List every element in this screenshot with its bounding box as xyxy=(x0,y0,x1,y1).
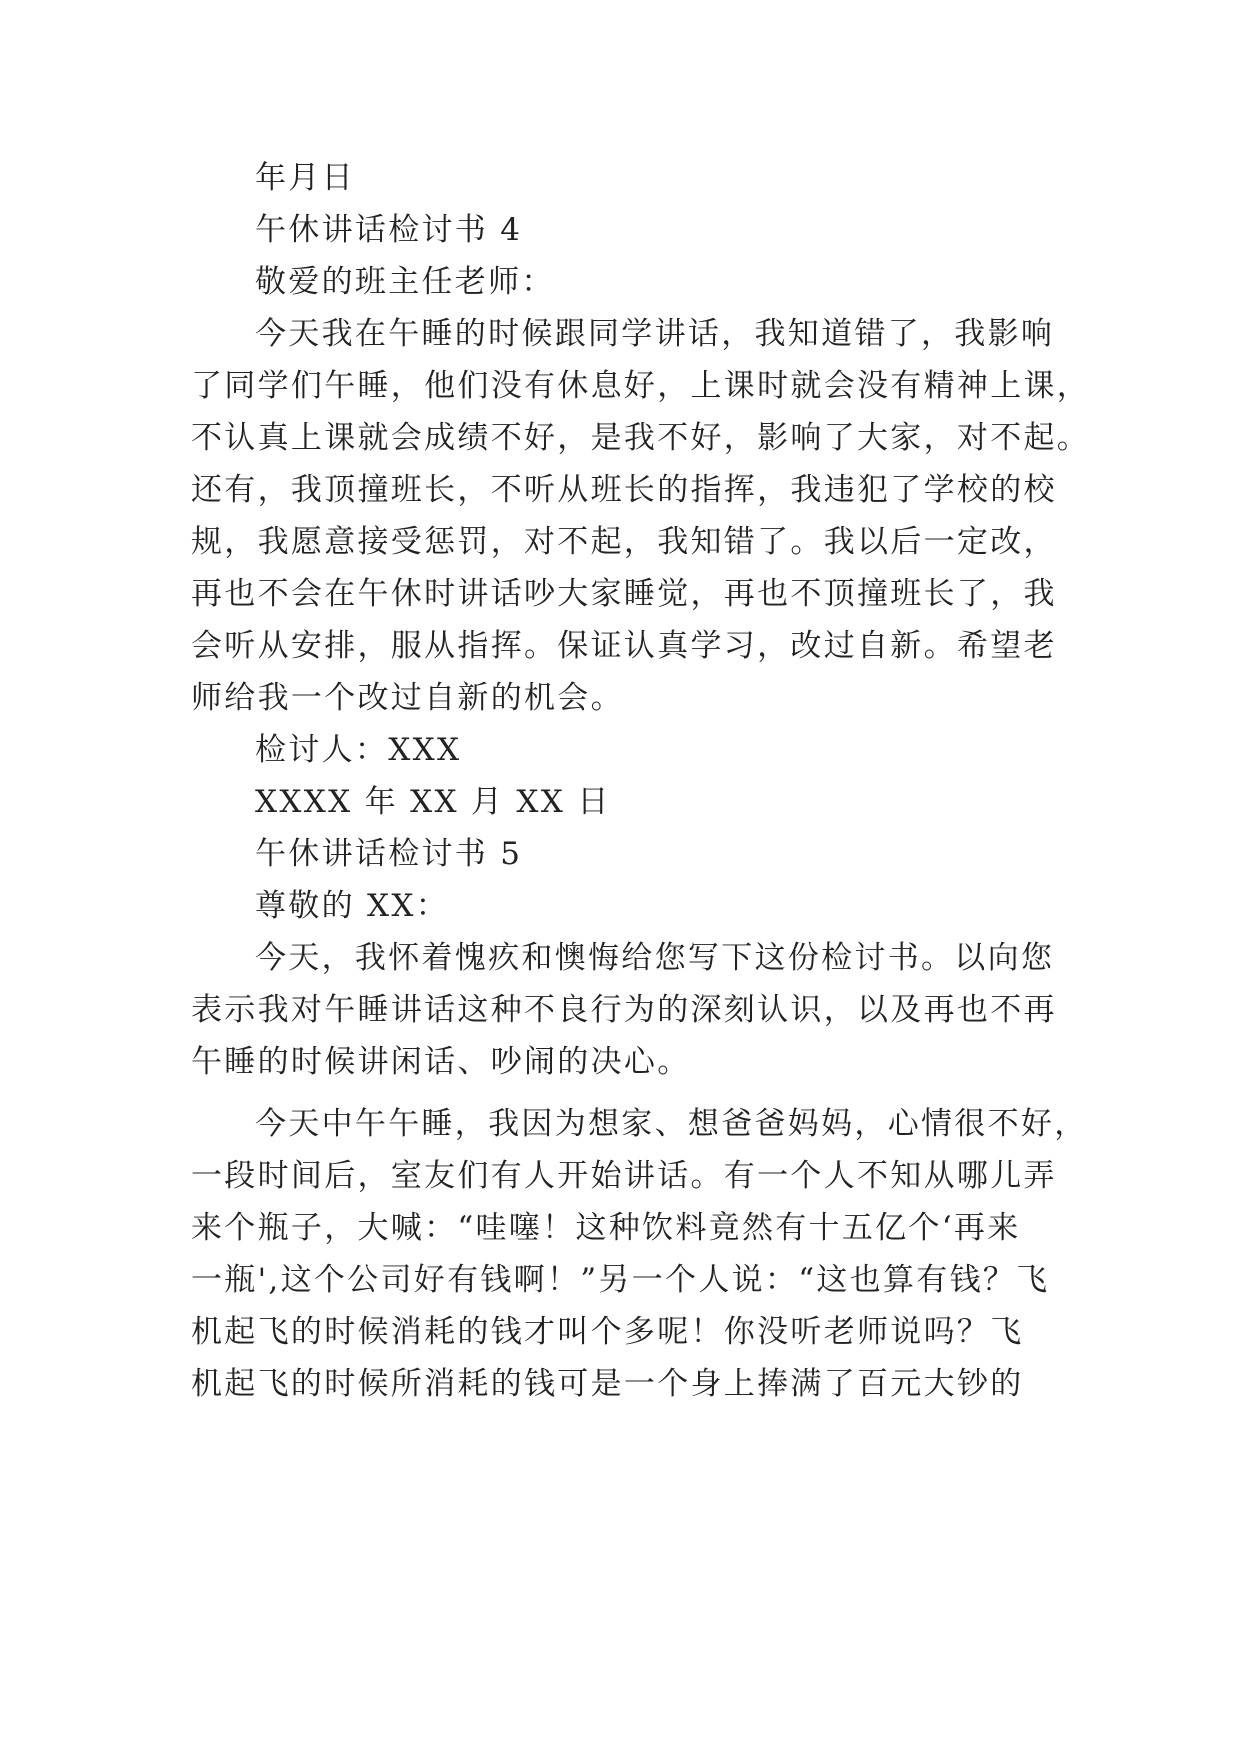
section-heading-4: 午休讲话检讨书 4 xyxy=(255,212,523,248)
body-line: 规，我愿意接受惩罚，对不起，我知错了。我以后一定改， xyxy=(191,524,1057,560)
body-line: 一段时间后，室友们有人开始讲话。有一个人不知从哪儿弄 xyxy=(191,1158,1057,1194)
body-line: 今天中午午睡，我因为想家、想爸爸妈妈，心情很不好， xyxy=(255,1106,1088,1142)
body-line: 不认真上课就会成绩不好，是我不好，影响了大家，对不起。 xyxy=(191,420,1091,456)
body-line: 来个瓶子，大喊：“哇噻！这种饮料竟然有十五亿个‘再来 xyxy=(191,1210,1021,1246)
salutation-line: 尊敬的 XX： xyxy=(255,888,450,924)
salutation-line: 敬爱的班主任老师： xyxy=(255,264,555,300)
body-line: 今天，我怀着愧疚和懊悔给您写下这份检讨书。以向您 xyxy=(255,940,1055,976)
body-line: 了同学们午睡，他们没有休息好，上课时就会没有精神上课， xyxy=(191,368,1091,404)
body-line: 午睡的时候讲闲话、吵闹的决心。 xyxy=(191,1044,691,1080)
body-line: 还有，我顶撞班长，不听从班长的指挥，我违犯了学校的校 xyxy=(191,472,1057,508)
signature-line: 检讨人：XXX xyxy=(255,732,462,768)
body-line: 表示我对午睡讲话这种不良行为的深刻认识，以及再也不再 xyxy=(191,992,1057,1028)
body-line: 今天我在午睡的时候跟同学讲话，我知道错了，我影响 xyxy=(255,316,1055,352)
section-heading-5: 午休讲话检讨书 5 xyxy=(255,836,523,872)
date-placeholder-line: 年月日 xyxy=(255,160,355,196)
body-line: 一瓶',这个公司好有钱啊！”另一个人说：“这也算有钱？飞 xyxy=(191,1262,1050,1298)
body-line: 会听从安排，服从指挥。保证认真学习，改过自新。希望老 xyxy=(191,628,1057,664)
body-line: 再也不会在午休时讲话吵大家睡觉，再也不顶撞班长了，我 xyxy=(191,576,1057,612)
body-line: 机起飞的时候所消耗的钱可是一个身上捧满了百元大钞的 xyxy=(191,1366,1024,1402)
signature-date-line: XXXX 年 XX 月 XX 日 xyxy=(255,784,611,820)
body-line: 师给我一个改过自新的机会。 xyxy=(191,680,624,716)
body-line: 机起飞的时候消耗的钱才叫个多呢！你没听老师说吗？飞 xyxy=(191,1314,1024,1350)
